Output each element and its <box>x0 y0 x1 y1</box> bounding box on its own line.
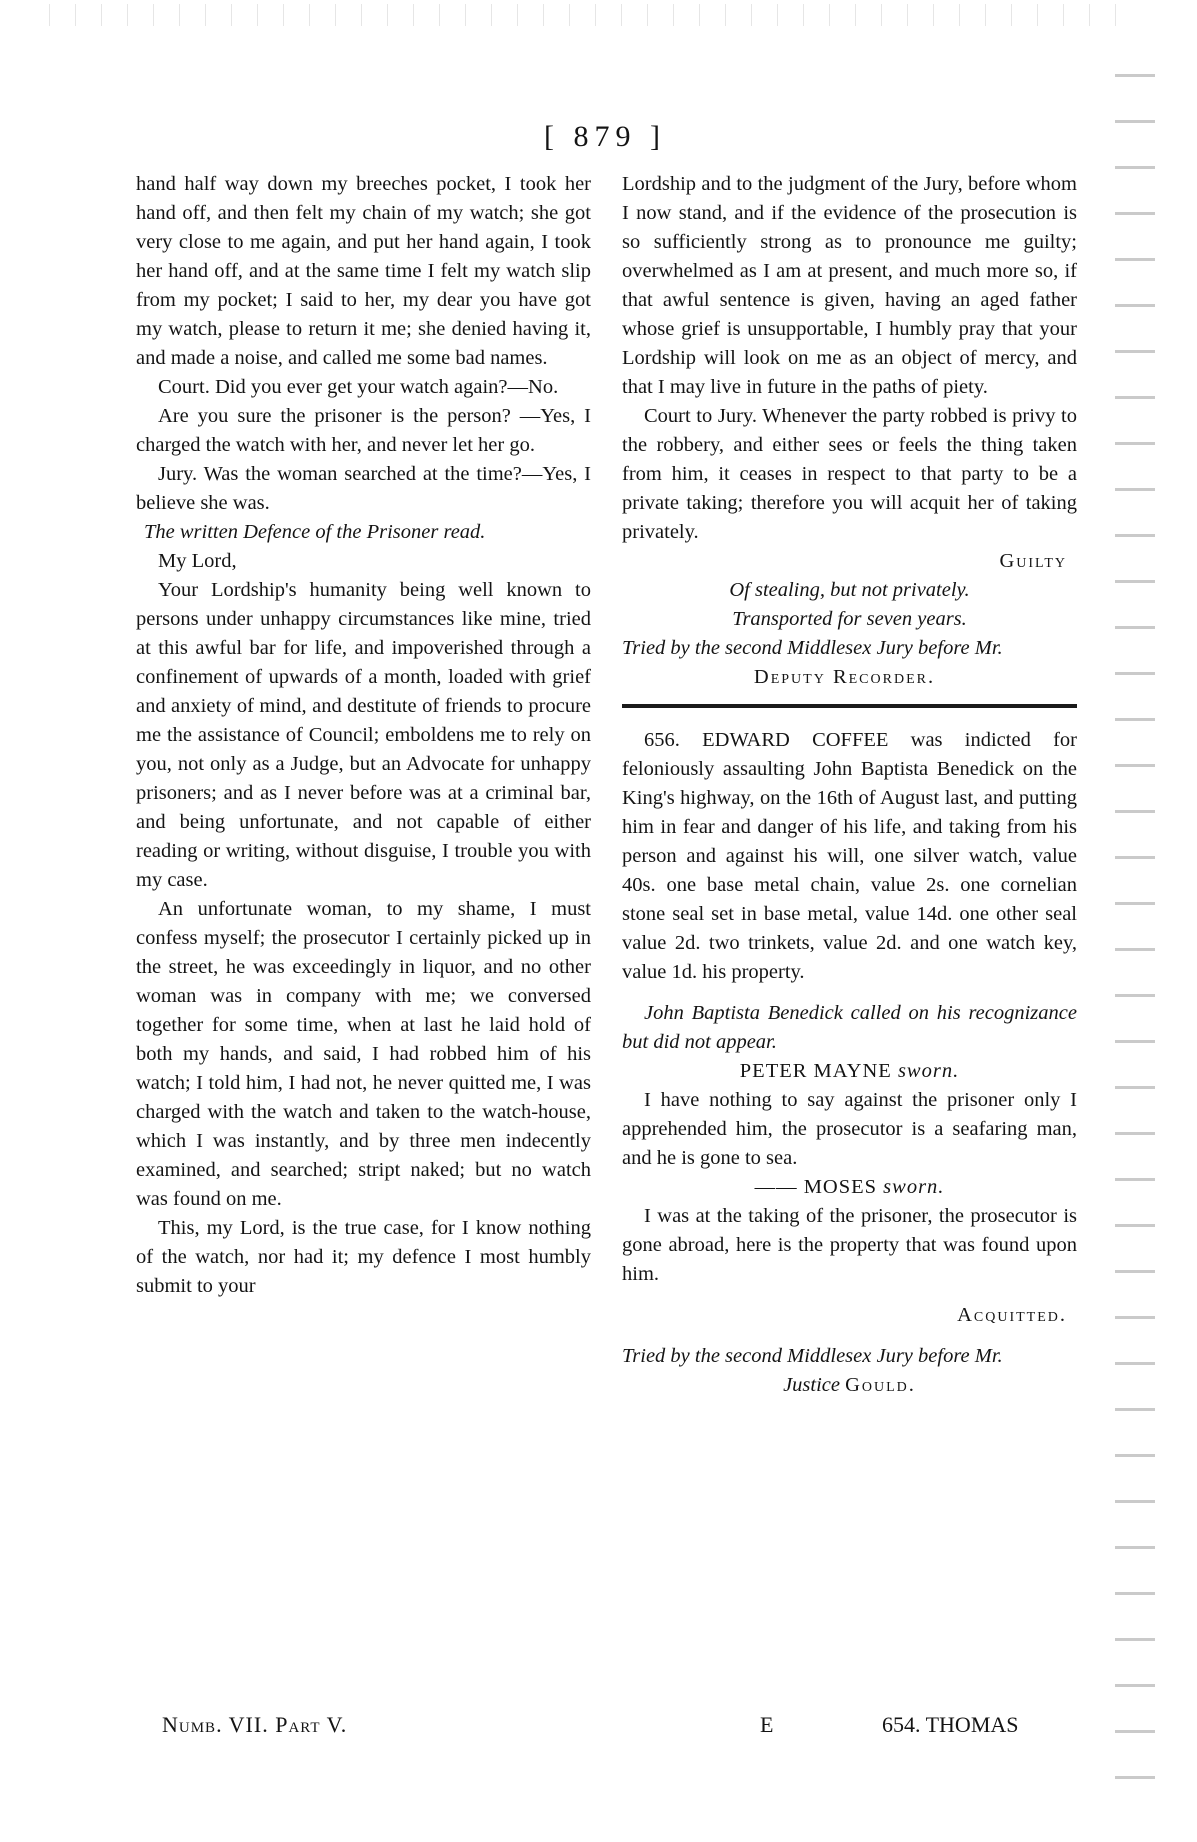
right-paragraph-1: Lordship and to the judgment of the Jury, before whom I now stand, and if the evidence of the prosecution is so sufficiently strong as to pronounce me guilty; overwhelmed as I am at present, and much more so, if that awful sentence is given, having an aged father whose grief is unsupportable, I humbly pray that your Lordship will look on me as an object of mercy, and that I may live in future in the paths of piety. <box>622 173 1077 398</box>
recognizance-note: John Baptista Benedick called on his recognizance but did not appear. <box>622 1002 1077 1053</box>
footer-signature-mark: E <box>760 1712 774 1737</box>
witness-1-name: PETER MAYNE <box>739 1060 892 1082</box>
verdict-detail-1: Of stealing, but not privately. <box>729 579 970 601</box>
right-paragraph-2: Court to Jury. Whenever the party robbed is privy to the robbery, and either sees or feels the thing taken from him, it ceases in respect to that party to be a private taking; therefore you will acquit her of taking privately. <box>622 405 1077 543</box>
tried-judge-1: Deputy Recorder. <box>753 666 936 688</box>
scan-edge-right <box>1115 60 1155 1820</box>
salutation: My Lord, <box>158 550 237 572</box>
left-paragraph-2: Court. Did you ever get your watch again?—No. <box>158 376 559 398</box>
tried-line-1: Tried by the second Middlesex Jury before Mr. <box>622 637 1003 659</box>
left-paragraph-4: Jury. Was the woman searched at the time?—Yes, I believe she was. <box>136 463 591 514</box>
witness-2-sworn: sworn. <box>883 1176 945 1198</box>
tried-judge-2-title: Justice <box>783 1374 840 1396</box>
right-column <box>622 170 1077 1400</box>
verdict-acquitted: Acquitted. <box>957 1304 1067 1326</box>
left-column <box>136 170 591 1301</box>
verdict-guilty: Guilty <box>999 550 1067 572</box>
page-number: [ 879 ] <box>544 120 666 153</box>
scan-edge-top <box>40 4 1140 26</box>
tried-line-2: Tried by the second Middlesex Jury before Mr. <box>622 1345 1003 1367</box>
left-paragraph-6: An unfortunate woman, to my shame, I must confess myself; the prosecutor I certainly picked up in the street, he was exceedingly in liquor, and no other woman was in company with me; we conversed together for some time, when at last he laid hold of both my hands, and said, I had robbed him of his watch; I told him, I had not, he never quitted me, I was charged with the watch and taken to the watch-house, which I was instantly, and by three men indecently examined, and searched; stript naked; but no watch was found on me. <box>136 898 591 1210</box>
case-656: 656. EDWARD COFFEE was indicted for feloniously assaulting John Baptista Benedick on the King's highway, on the 16th of August last, and putting him in fear and danger of his life, and taking from his person and against his will, one silver watch, value 40s. one base metal chain, value 2s. one cornelian stone seal set in base metal, value 14d. one other seal value 2d. two trinkets, value 2d. and one watch key, value 1d. his property. <box>622 729 1077 983</box>
footer-catchword: 654. THOMAS <box>882 1712 1019 1737</box>
witness-2-heading <box>622 1173 1077 1202</box>
tried-judge-2-name: Gould. <box>845 1374 916 1396</box>
witness-2-name: —— MOSES <box>754 1176 878 1198</box>
left-paragraph-3: Are you sure the prisoner is the person? —Yes, I charged the watch with her, and never let her go. <box>136 405 591 456</box>
left-paragraph-5: Your Lordship's humanity being well known to persons under unhappy circumstances like mine, tried at this awful bar for life, and impoverished through a confinement of upwards of a month, loaded with grief and anxiety of mind, and destitute of friends to procure me the assistance of Council; emboldens me to rely on you, not only as a Judge, but an Advocate for unhappy prisoners; and as I never before was at a criminal bar, and being unfortunate, and not capable of either reading or writing, without disguise, I trouble you with my case. <box>136 579 591 891</box>
witness-1-testimony: I have nothing to say against the prisoner only I apprehended him, the prosecutor is a seafaring man, and he is gone to sea. <box>622 1089 1077 1169</box>
footer-part-number: Numb. VII. Part V. <box>162 1712 348 1737</box>
tried-judge-2 <box>622 1371 1077 1400</box>
page-footer <box>136 1712 1076 1746</box>
defence-heading: The written Defence of the Prisoner read. <box>144 521 486 543</box>
left-paragraph-1: hand half way down my breeches pocket, I took her hand off, and then felt my chain of my watch; she got very close to me again, and put her hand again, I took her hand off, and at the same time I felt my watch slip from my pocket; I said to her, my dear you have got my watch, please to return it me; she denied having it, and made a noise, and called me some bad names. <box>136 173 591 369</box>
left-paragraph-7: This, my Lord, is the true case, for I know nothing of the watch, nor had it; my defence I most humbly submit to your <box>136 1217 591 1297</box>
witness-2-testimony: I was at the taking of the prisoner, the prosecutor is gone abroad, here is the property that was found upon him. <box>622 1205 1077 1285</box>
witness-1-sworn: sworn. <box>897 1060 960 1082</box>
verdict-detail-2: Transported for seven years. <box>732 608 967 630</box>
section-divider <box>622 704 1077 708</box>
witness-1-heading <box>622 1057 1077 1086</box>
